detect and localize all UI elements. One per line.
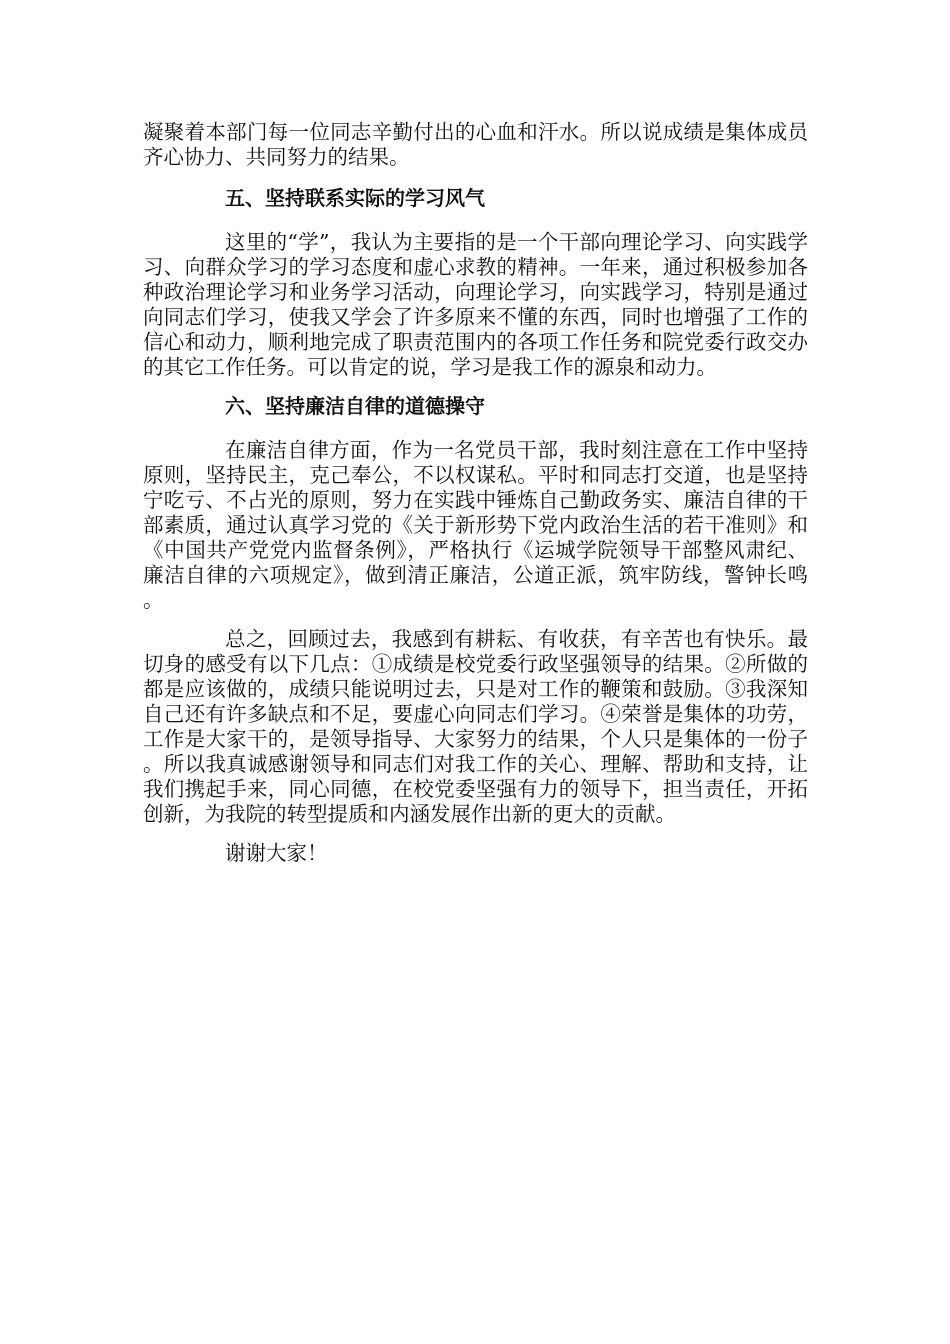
summary-paragraph: 总之，回顾过去，我感到有耕耘、有收获，有辛苦也有快乐。最切身的感受有以下几点：①成绩是校党委行政坚强领导的结果。②所做的都是应该做的，成绩只能说明过去，只是对工作的鞭策和鼓励。③我深知自己还有许多缺点和不足，要虚心向同志们学习。④荣誉是集体的功劳，工作是大家干的，是领导指导、大家努力的结果，个人只是集体的一份子。所以我真诚感谢领导和同志们对我工作的关心、理解、帮助和支持，让我们携起手来，同心同德，在校党委坚强有力的领导下，担当责任，开拓创新，为我院的转型提质和内涵发展作出新的更大的贡献。 [143,627,808,826]
section-five-paragraph: 这里的“学”，我认为主要指的是一个干部向理论学习、向实践学习、向群众学习的学习态度和虚心求教的精神。一年来，通过积极参加各种政治理论学习和业务学习活动，向理论学习，向实践学习，特别是通过向同志们学习，使我又学会了许多原来不懂的东西，同时也增强了工作的信心和动力，顺利地完成了职责范围内的各项工作任务和院党委行政交办的其它工作任务。可以肯定的说，学习是我工作的源泉和动力。 [143,230,808,379]
section-five-heading: 五、坚持联系实际的学习风气 [225,186,485,210]
section-six-paragraph: 在廉洁自律方面，作为一名党员干部，我时刻注意在工作中坚持原则，坚持民主，克己奉公，不以权谋私。平时和同志打交道，也是坚持宁吃亏、不占光的原则，努力在实践中锤炼自己勤政务实、廉洁自律的干部素质，通过认真学习党的《关于新形势下党内政治生活的若干准则》和《中国共产党党内监督条例》，严格执行《运城学院领导干部整风肃纪、廉洁自律的六项规定》，做到清正廉洁，公道正派，筑牢防线，警钟长鸣。 [143,438,808,612]
continuation-paragraph: 凝聚着本部门每一位同志辛勤付出的心血和汗水。所以说成绩是集体成员齐心协力、共同努力的结果。 [143,120,808,169]
closing-line: 谢谢大家！ [225,841,328,865]
section-six-heading: 六、坚持廉洁自律的道德操守 [225,394,485,418]
document-page [143,120,808,866]
